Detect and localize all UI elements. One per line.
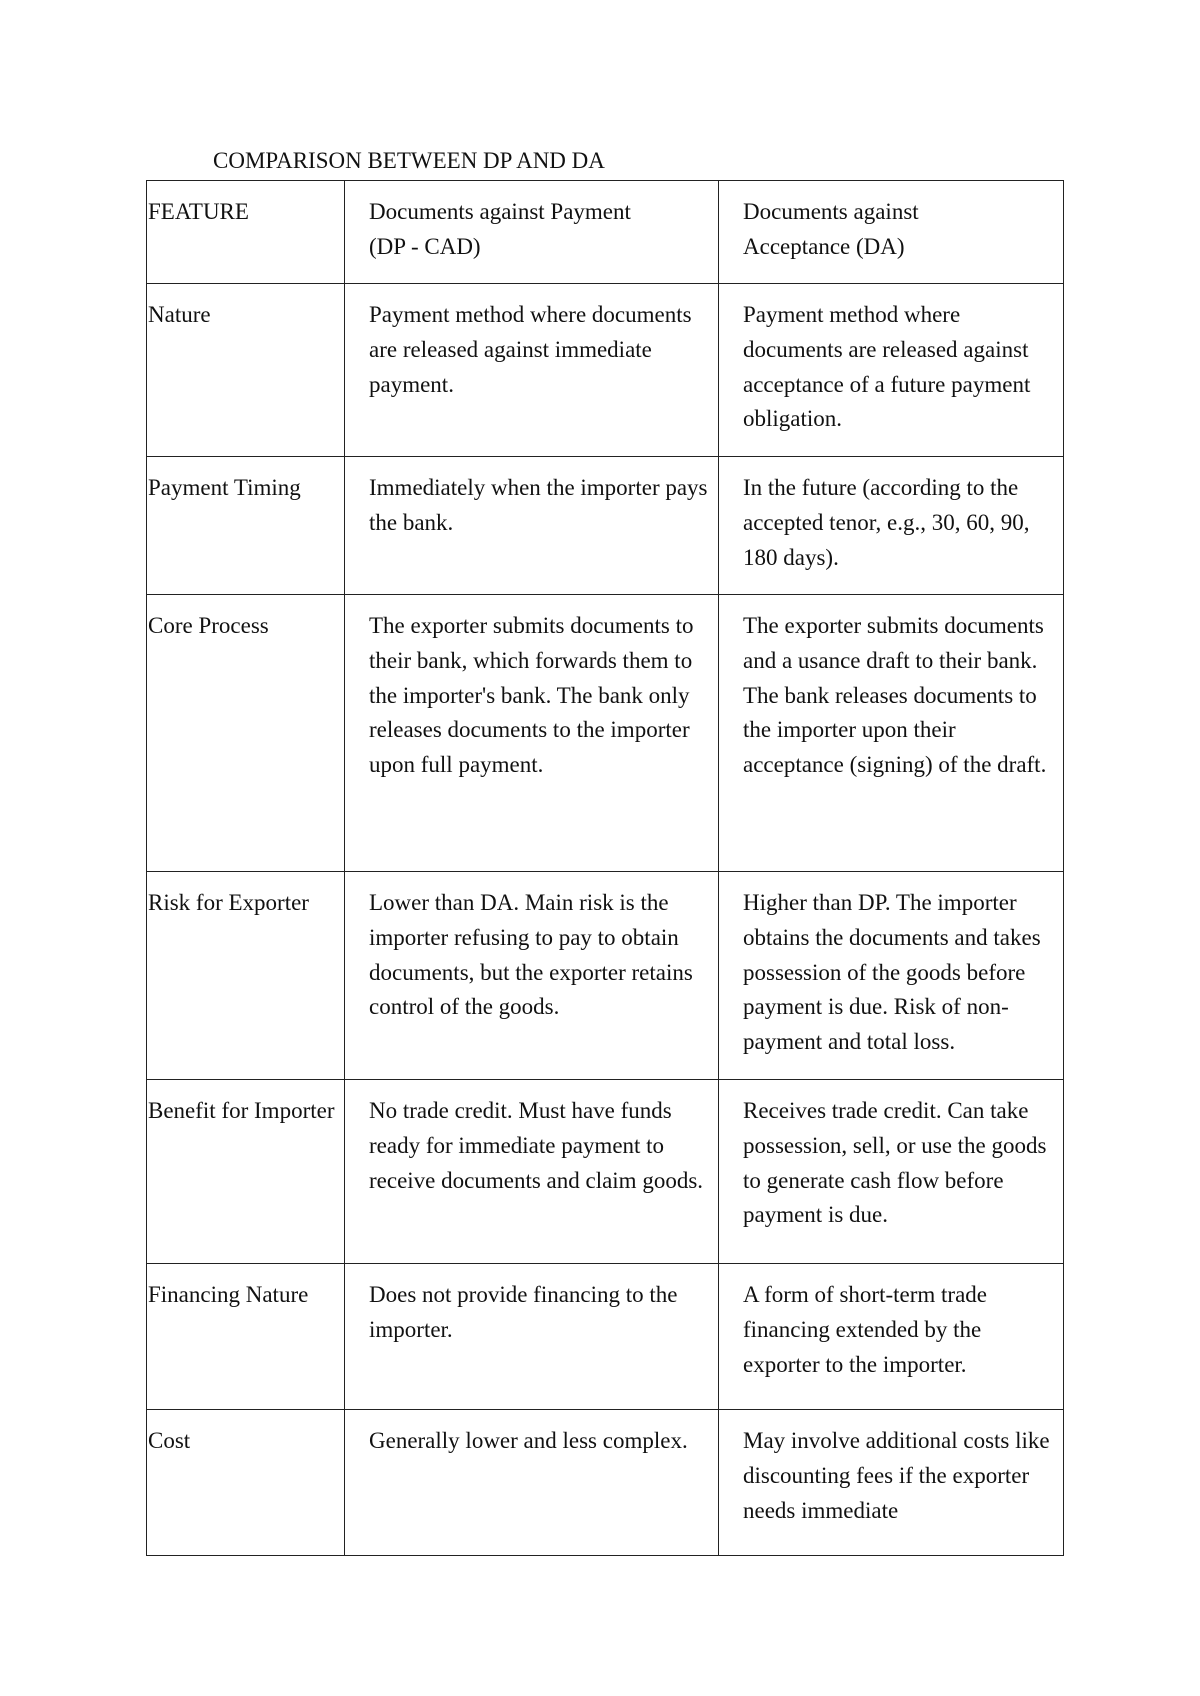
row-dp: The exporter submits documents to their bank, which forwards them to the importer's bank. The bank only releases documents to the importer upon full payment. — [345, 595, 719, 872]
table-header-row — [147, 181, 1064, 284]
table-row — [147, 1264, 1064, 1410]
row-da: Higher than DP. The importer obtains the documents and takes possession of the goods before payment is due. Risk of non-payment and total loss. — [719, 872, 1064, 1080]
header-da — [719, 181, 1064, 284]
row-feature: Payment Timing — [147, 457, 345, 595]
comparison-table — [146, 180, 1064, 1556]
header-dp-line-1: Documents against Payment — [369, 199, 631, 224]
table-row — [147, 1080, 1064, 1264]
row-dp: Does not provide financing to the importer. — [345, 1264, 719, 1410]
row-da: The exporter submits documents and a usance draft to their bank. The bank releases documents to the importer upon their acceptance (signing) of the draft. — [719, 595, 1064, 872]
row-feature: Core Process — [147, 595, 345, 872]
document-title: COMPARISON BETWEEN DP AND DA — [213, 148, 605, 173]
header-da-line-1: Documents against — [743, 199, 919, 224]
header-dp-line-2: (DP - CAD) — [369, 233, 481, 259]
row-feature: Financing Nature — [147, 1264, 345, 1410]
row-dp: Payment method where documents are released against immediate payment. — [345, 284, 719, 457]
row-feature: Nature — [147, 284, 345, 457]
row-feature: Risk for Exporter — [147, 872, 345, 1080]
table-row — [147, 284, 1064, 457]
row-feature: Cost — [147, 1410, 345, 1556]
header-feature: FEATURE — [147, 181, 345, 284]
row-da: In the future (according to the accepted tenor, e.g., 30, 60, 90, 180 days). — [719, 457, 1064, 595]
row-da: May involve additional costs like discounting fees if the exporter needs immediate — [719, 1410, 1064, 1556]
table-row — [147, 872, 1064, 1080]
row-da: Receives trade credit. Can take possession, sell, or use the goods to generate cash flow before payment is due. — [719, 1080, 1064, 1264]
header-dp — [345, 181, 719, 284]
row-da: Payment method where documents are released against acceptance of a future payment obligation. — [719, 284, 1064, 457]
table-row — [147, 595, 1064, 872]
row-feature: Benefit for Importer — [147, 1080, 345, 1264]
table-row — [147, 1410, 1064, 1556]
row-dp: Lower than DA. Main risk is the importer refusing to pay to obtain documents, but the exporter retains control of the goods. — [345, 872, 719, 1080]
row-da: A form of short-term trade financing extended by the exporter to the importer. — [719, 1264, 1064, 1410]
header-da-line-2: Acceptance (DA) — [743, 233, 905, 259]
row-dp: Immediately when the importer pays the bank. — [345, 457, 719, 595]
table-row — [147, 457, 1064, 595]
row-dp: Generally lower and less complex. — [345, 1410, 719, 1556]
row-dp: No trade credit. Must have funds ready for immediate payment to receive documents and claim goods. — [345, 1080, 719, 1264]
